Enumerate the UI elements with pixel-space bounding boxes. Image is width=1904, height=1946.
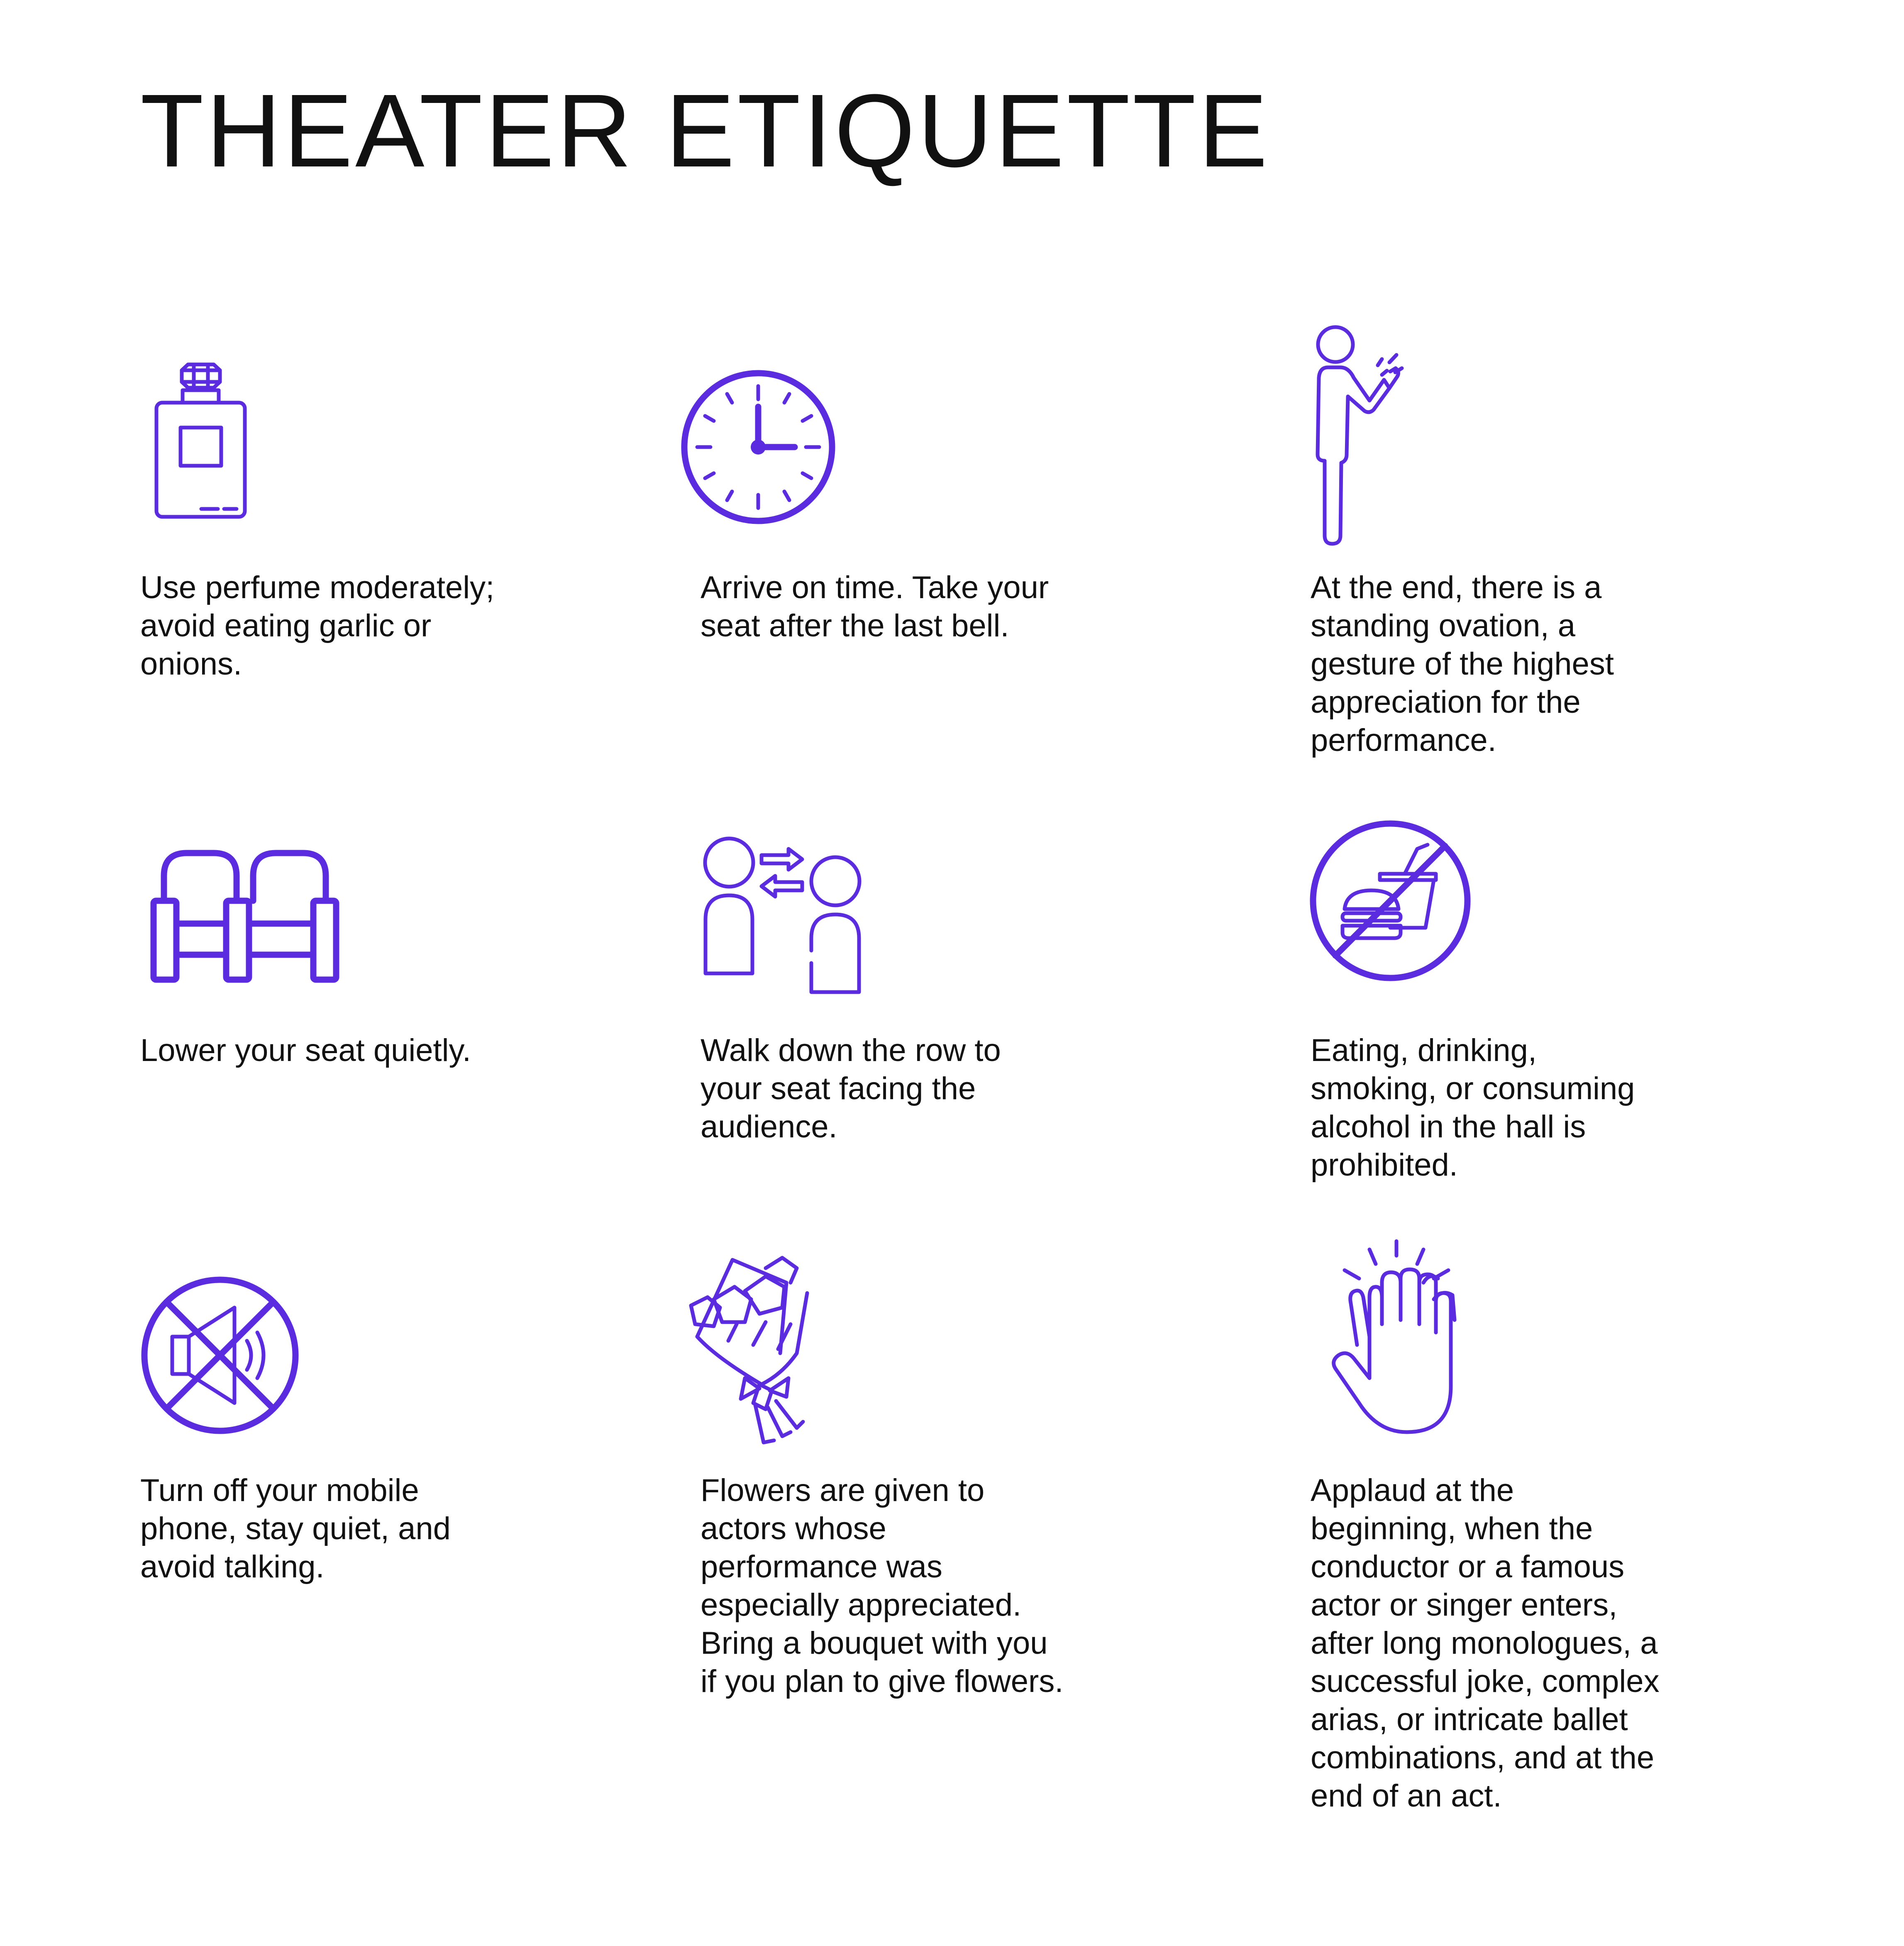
bouquet-icon <box>683 1254 832 1445</box>
standing-ovation-icon <box>1316 326 1411 546</box>
caption-no-food: Eating, drinking, smoking, or consuming alcohol in the hall is prohibited. <box>1311 1033 1635 1183</box>
perfume-icon <box>156 361 249 519</box>
applause-icon <box>1328 1237 1465 1436</box>
caption-people: Walk down the row to your seat facing the audience. <box>701 1033 1001 1144</box>
clock-icon <box>681 369 836 525</box>
caption-clock: Arrive on time. Take your seat after the last bell. <box>701 570 1049 643</box>
caption-bouquet: Flowers are given to actors whose performance was especially appreciated. Bring a bouquet with you if you plan to give flowers. <box>701 1473 1064 1699</box>
caption-perfume: Use perfume moderately; avoid eating garlic or onions. <box>140 570 495 682</box>
caption-ovation: At the end, there is a standing ovation, a gesture of the highest appreciation for the performance. <box>1311 570 1614 758</box>
theater-seats-icon <box>151 851 338 982</box>
caption-mute: Turn off your mobile phone, stay quiet, and avoid talking. <box>140 1473 451 1584</box>
caption-seats: Lower your seat quietly. <box>140 1033 471 1068</box>
page-title: THEATER ETIQUETTE <box>140 73 1270 188</box>
people-facing-icon <box>703 836 863 996</box>
mute-phone-icon <box>141 1276 299 1434</box>
no-food-icon <box>1309 820 1471 982</box>
caption-applause: Applaud at the beginning, when the conductor or a famous actor or singer enters, after long monologues, a successful joke, complex arias, or intricate ballet combinations, and at the end of an act. <box>1311 1473 1660 1814</box>
